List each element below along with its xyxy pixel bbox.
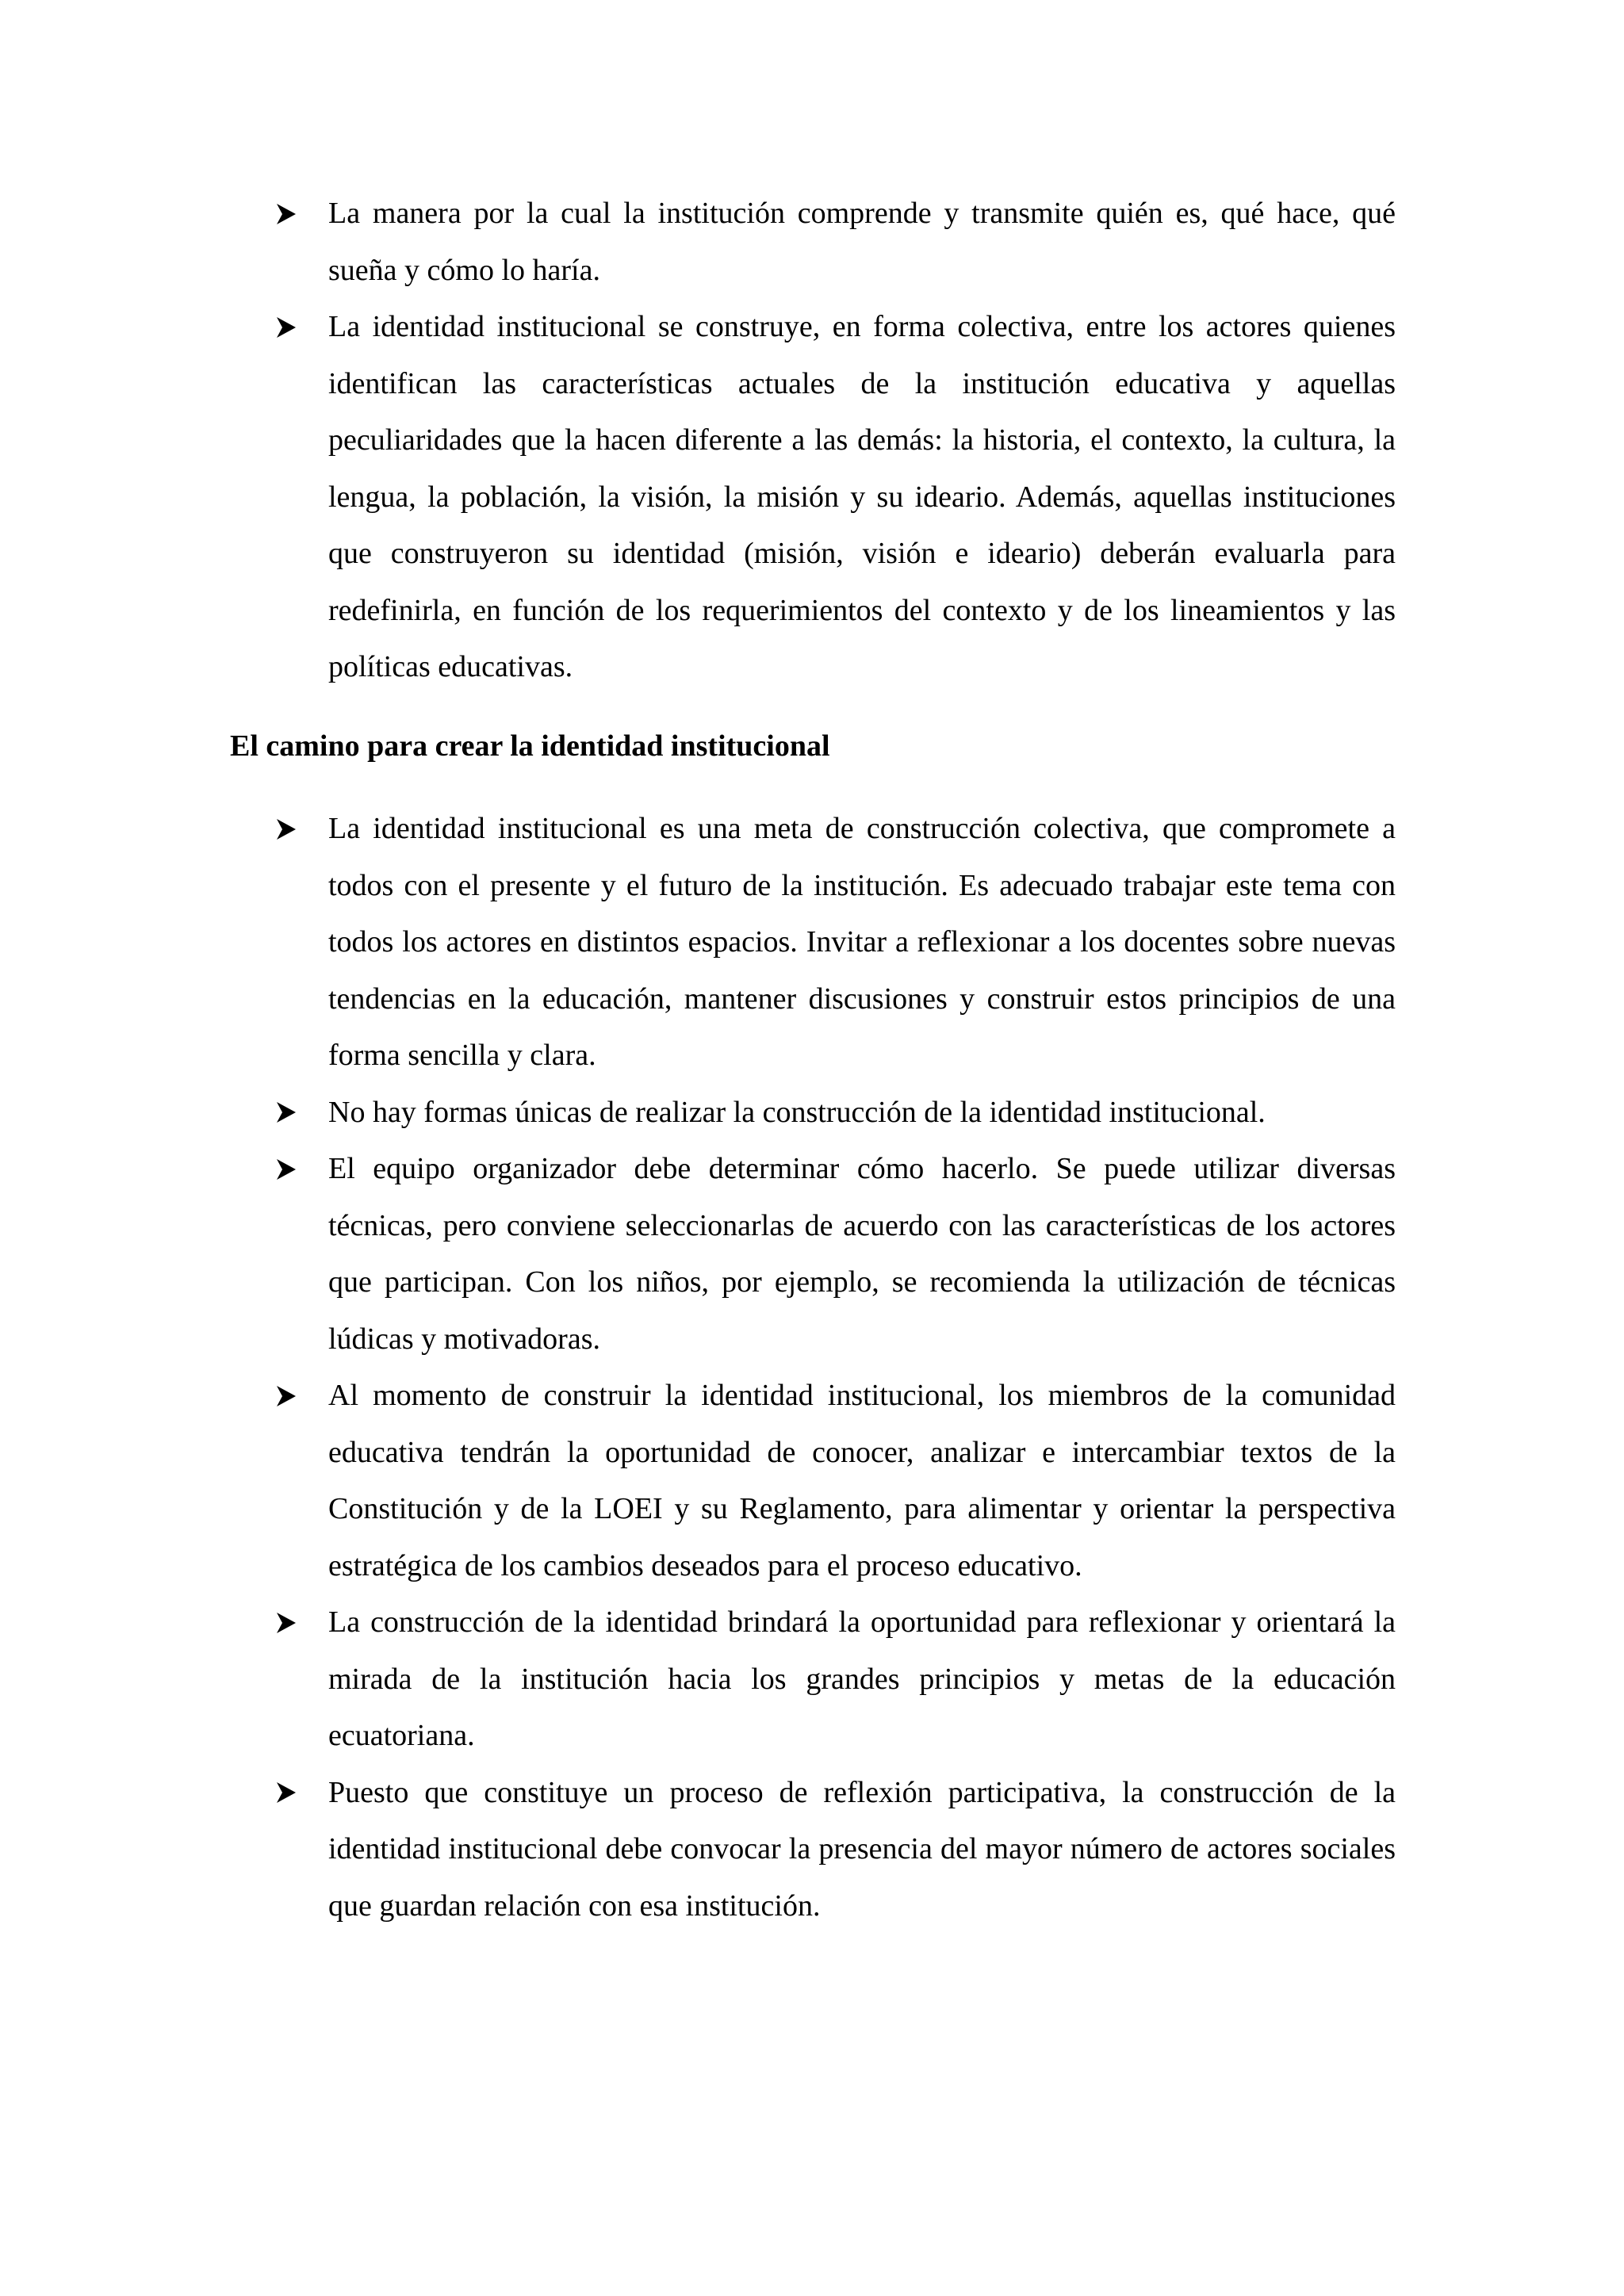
list-item-text: La identidad institucional es una meta de construcción colectiva, que compromete a todos con el presente y el futuro de la institución. Es adecuado trabajar este tema con todos los actores en distintos espacios. Invitar a reflexionar a los docentes sobre nuevas tendencias en la educación, mantener discusiones y construir estos principios de una forma sencilla y clara. bbox=[328, 812, 1396, 1072]
list-item bbox=[276, 1594, 1396, 1765]
list-item-text: No hay formas únicas de realizar la construcción de la identidad institucional. bbox=[328, 1095, 1266, 1129]
arrowhead-bullet-icon bbox=[276, 186, 308, 243]
list-item-text: La identidad institucional se construye, en forma colectiva, entre los actores quienes identifican las características actuales de la institución educativa y aquellas peculiaridades que la hacen diferente a las demás: la historia, el contexto, la cultura, la lengua, la población, la visión, la misión y su ideario. Además, aquellas instituciones que construyeron su identidad (misión, visión e ideario) deberán evaluarla para redefinirla, en función de los requerimientos del contexto y de los lineamientos y las políticas educativas. bbox=[328, 310, 1396, 683]
arrowhead-bullet-icon bbox=[276, 1765, 308, 1822]
list-item-text: Puesto que constituye un proceso de reflexión participativa, la construcción de la identidad institucional debe convocar la presencia del mayor número de actores sociales que guardan relación con esa institución. bbox=[328, 1775, 1396, 1923]
list-item bbox=[276, 801, 1396, 1085]
list-item bbox=[276, 1765, 1396, 1935]
arrowhead-bullet-icon bbox=[276, 1594, 308, 1651]
arrowhead-bullet-icon bbox=[276, 1085, 308, 1142]
section-heading: El camino para crear la identidad institucional bbox=[230, 729, 830, 763]
list-item-text: La construcción de la identidad brindará la oportunidad para reflexionar y orientará la mirada de la institución hacia los grandes principios y metas de la educación ecuatoriana. bbox=[328, 1605, 1396, 1752]
list-item-text: La manera por la cual la institución comprende y transmite quién es, qué hace, qué sueña y cómo lo haría. bbox=[328, 197, 1396, 287]
arrowhead-bullet-icon bbox=[276, 1141, 308, 1198]
bullet-list-identity bbox=[276, 186, 1396, 696]
list-item bbox=[276, 299, 1396, 696]
arrowhead-bullet-icon bbox=[276, 299, 308, 356]
list-item-text: El equipo organizador debe determinar cómo hacerlo. Se puede utilizar diversas técnicas, pero conviene seleccionarlas de acuerdo con las características de los actores que participan. Con los niños, por ejemplo, se recomienda la utilización de técnicas lúdicas y motivadoras. bbox=[328, 1152, 1396, 1356]
list-item bbox=[276, 1085, 1396, 1142]
list-item bbox=[276, 1141, 1396, 1368]
arrowhead-bullet-icon bbox=[276, 801, 308, 858]
list-item bbox=[276, 186, 1396, 299]
arrowhead-bullet-icon bbox=[276, 1368, 308, 1425]
list-item bbox=[276, 1368, 1396, 1594]
bullet-list-path bbox=[276, 801, 1396, 1934]
list-item-text: Al momento de construir la identidad institucional, los miembros de la comunidad educativa tendrán la oportunidad de conocer, analizar e intercambiar textos de la Constitución y de la LOEI y su Reglamento, para alimentar y orientar la perspectiva estratégica de los cambios deseados para el proceso educativo. bbox=[328, 1379, 1396, 1582]
